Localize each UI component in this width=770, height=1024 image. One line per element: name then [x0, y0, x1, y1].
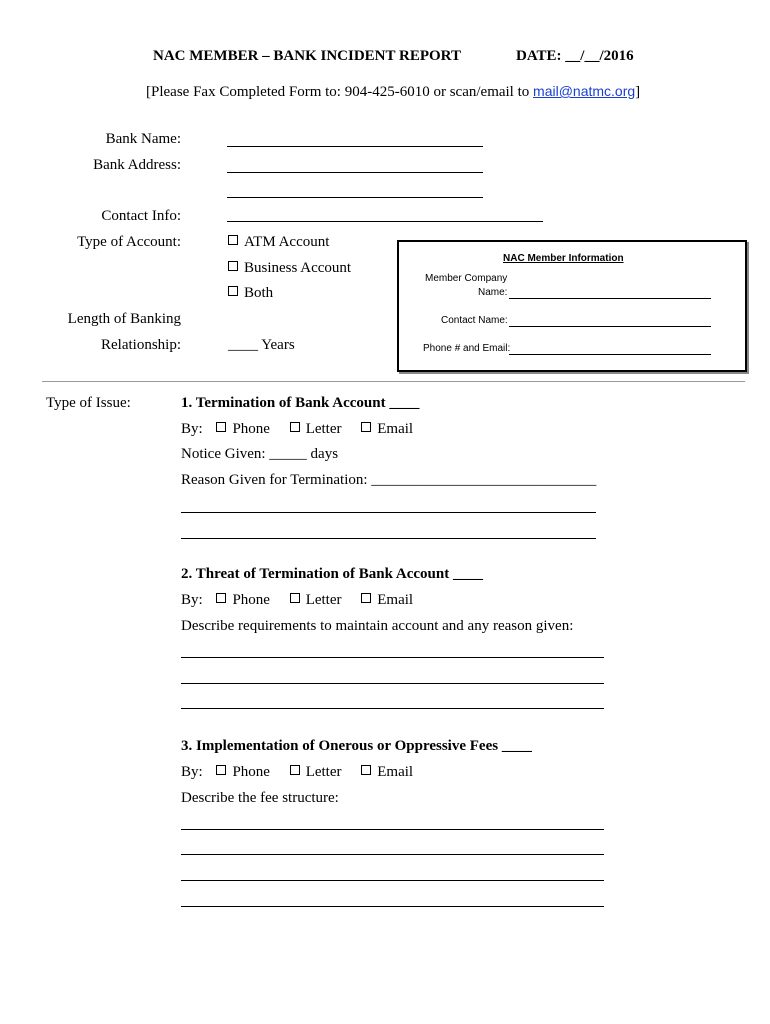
date-field: DATE: __/__/2016 — [516, 48, 634, 64]
checkbox-icon — [361, 422, 371, 432]
checkbox-icon — [216, 765, 226, 775]
section3-line-3[interactable] — [181, 880, 604, 881]
email-link[interactable]: mail@natmc.org — [533, 83, 636, 99]
contact-name-field[interactable] — [509, 326, 711, 327]
member-company-field[interactable] — [509, 298, 711, 299]
phone-email-field[interactable] — [509, 354, 711, 355]
checkbox-icon — [228, 261, 238, 271]
contact-info-field[interactable] — [227, 221, 543, 222]
member-company-label: Member Company — [425, 273, 508, 284]
bank-name-field[interactable] — [227, 146, 483, 147]
fax-instructions — [146, 83, 640, 101]
checkbox-icon — [228, 235, 238, 245]
checkbox-icon — [290, 422, 300, 432]
checkbox-both[interactable]: Both — [228, 285, 273, 302]
length-label-2: Relationship: — [101, 337, 181, 353]
section2-describe-label: Describe requirements to maintain account and any reason given: — [181, 618, 574, 634]
bank-address-field-1[interactable] — [227, 172, 483, 173]
section2-line-3[interactable] — [181, 708, 604, 709]
section2-line-1[interactable] — [181, 657, 604, 658]
length-label-1: Length of Banking — [67, 311, 181, 327]
member-box-title: NAC Member Information — [503, 253, 624, 264]
fax-suffix: ] — [635, 84, 641, 100]
checkbox-letter[interactable]: Letter — [290, 421, 342, 437]
checkbox-icon — [290, 765, 300, 775]
bank-address-label: Bank Address: — [93, 157, 181, 173]
issue-type-label: Type of Issue: — [46, 395, 131, 411]
fax-prefix: [Please Fax Completed Form to: 904-425-6010 or scan/email to — [146, 84, 534, 100]
form-title: NAC MEMBER – BANK INCIDENT REPORT — [153, 48, 461, 64]
checkbox-icon — [216, 422, 226, 432]
checkbox-email[interactable]: Email — [361, 764, 413, 780]
bank-address-field-2[interactable] — [227, 197, 483, 198]
member-name-label: Name: — [478, 287, 508, 298]
section2-line-2[interactable] — [181, 683, 604, 684]
divider — [42, 381, 745, 382]
checkbox-email[interactable]: Email — [361, 592, 413, 608]
section1-contact-methods: By: Phone Letter Email — [181, 421, 414, 437]
checkbox-letter[interactable]: Letter — [290, 764, 342, 780]
section3-describe-label: Describe the fee structure: — [181, 790, 339, 806]
checkbox-icon — [361, 593, 371, 603]
checkbox-letter[interactable]: Letter — [290, 592, 342, 608]
checkbox-icon — [290, 593, 300, 603]
checkbox-phone[interactable]: Phone — [216, 764, 270, 780]
contact-name-label: Contact Name: — [441, 315, 508, 326]
reason-line-3[interactable] — [181, 538, 596, 539]
section2-contact-methods: By: Phone Letter Email — [181, 592, 414, 608]
section3-line-4[interactable] — [181, 906, 604, 907]
section3-heading[interactable]: 3. Implementation of Onerous or Oppressive Fees ____ — [181, 738, 532, 754]
member-info-box — [397, 240, 747, 372]
section1-heading[interactable]: 1. Termination of Bank Account ____ — [181, 395, 420, 411]
contact-info-label: Contact Info: — [101, 208, 181, 224]
checkbox-phone[interactable]: Phone — [216, 592, 270, 608]
checkbox-email[interactable]: Email — [361, 421, 413, 437]
reason-line-2[interactable] — [181, 512, 596, 513]
years-field[interactable]: ____ Years — [228, 337, 295, 353]
section3-contact-methods: By: Phone Letter Email — [181, 764, 414, 780]
checkbox-business[interactable]: Business Account — [228, 260, 351, 277]
section3-line-2[interactable] — [181, 854, 604, 855]
checkbox-phone[interactable]: Phone — [216, 421, 270, 437]
termination-reason-field[interactable]: Reason Given for Termination: ______________________________ — [181, 472, 597, 488]
section3-line-1[interactable] — [181, 829, 604, 830]
checkbox-atm[interactable]: ATM Account — [228, 234, 329, 251]
account-type-label: Type of Account: — [77, 234, 181, 250]
checkbox-icon — [216, 593, 226, 603]
phone-email-label: Phone # and Email: — [423, 343, 511, 354]
notice-given-field[interactable]: Notice Given: _____ days — [181, 446, 339, 462]
bank-name-label: Bank Name: — [105, 131, 181, 147]
checkbox-icon — [361, 765, 371, 775]
checkbox-icon — [228, 286, 238, 296]
section2-heading[interactable]: 2. Threat of Termination of Bank Account ____ — [181, 566, 483, 582]
